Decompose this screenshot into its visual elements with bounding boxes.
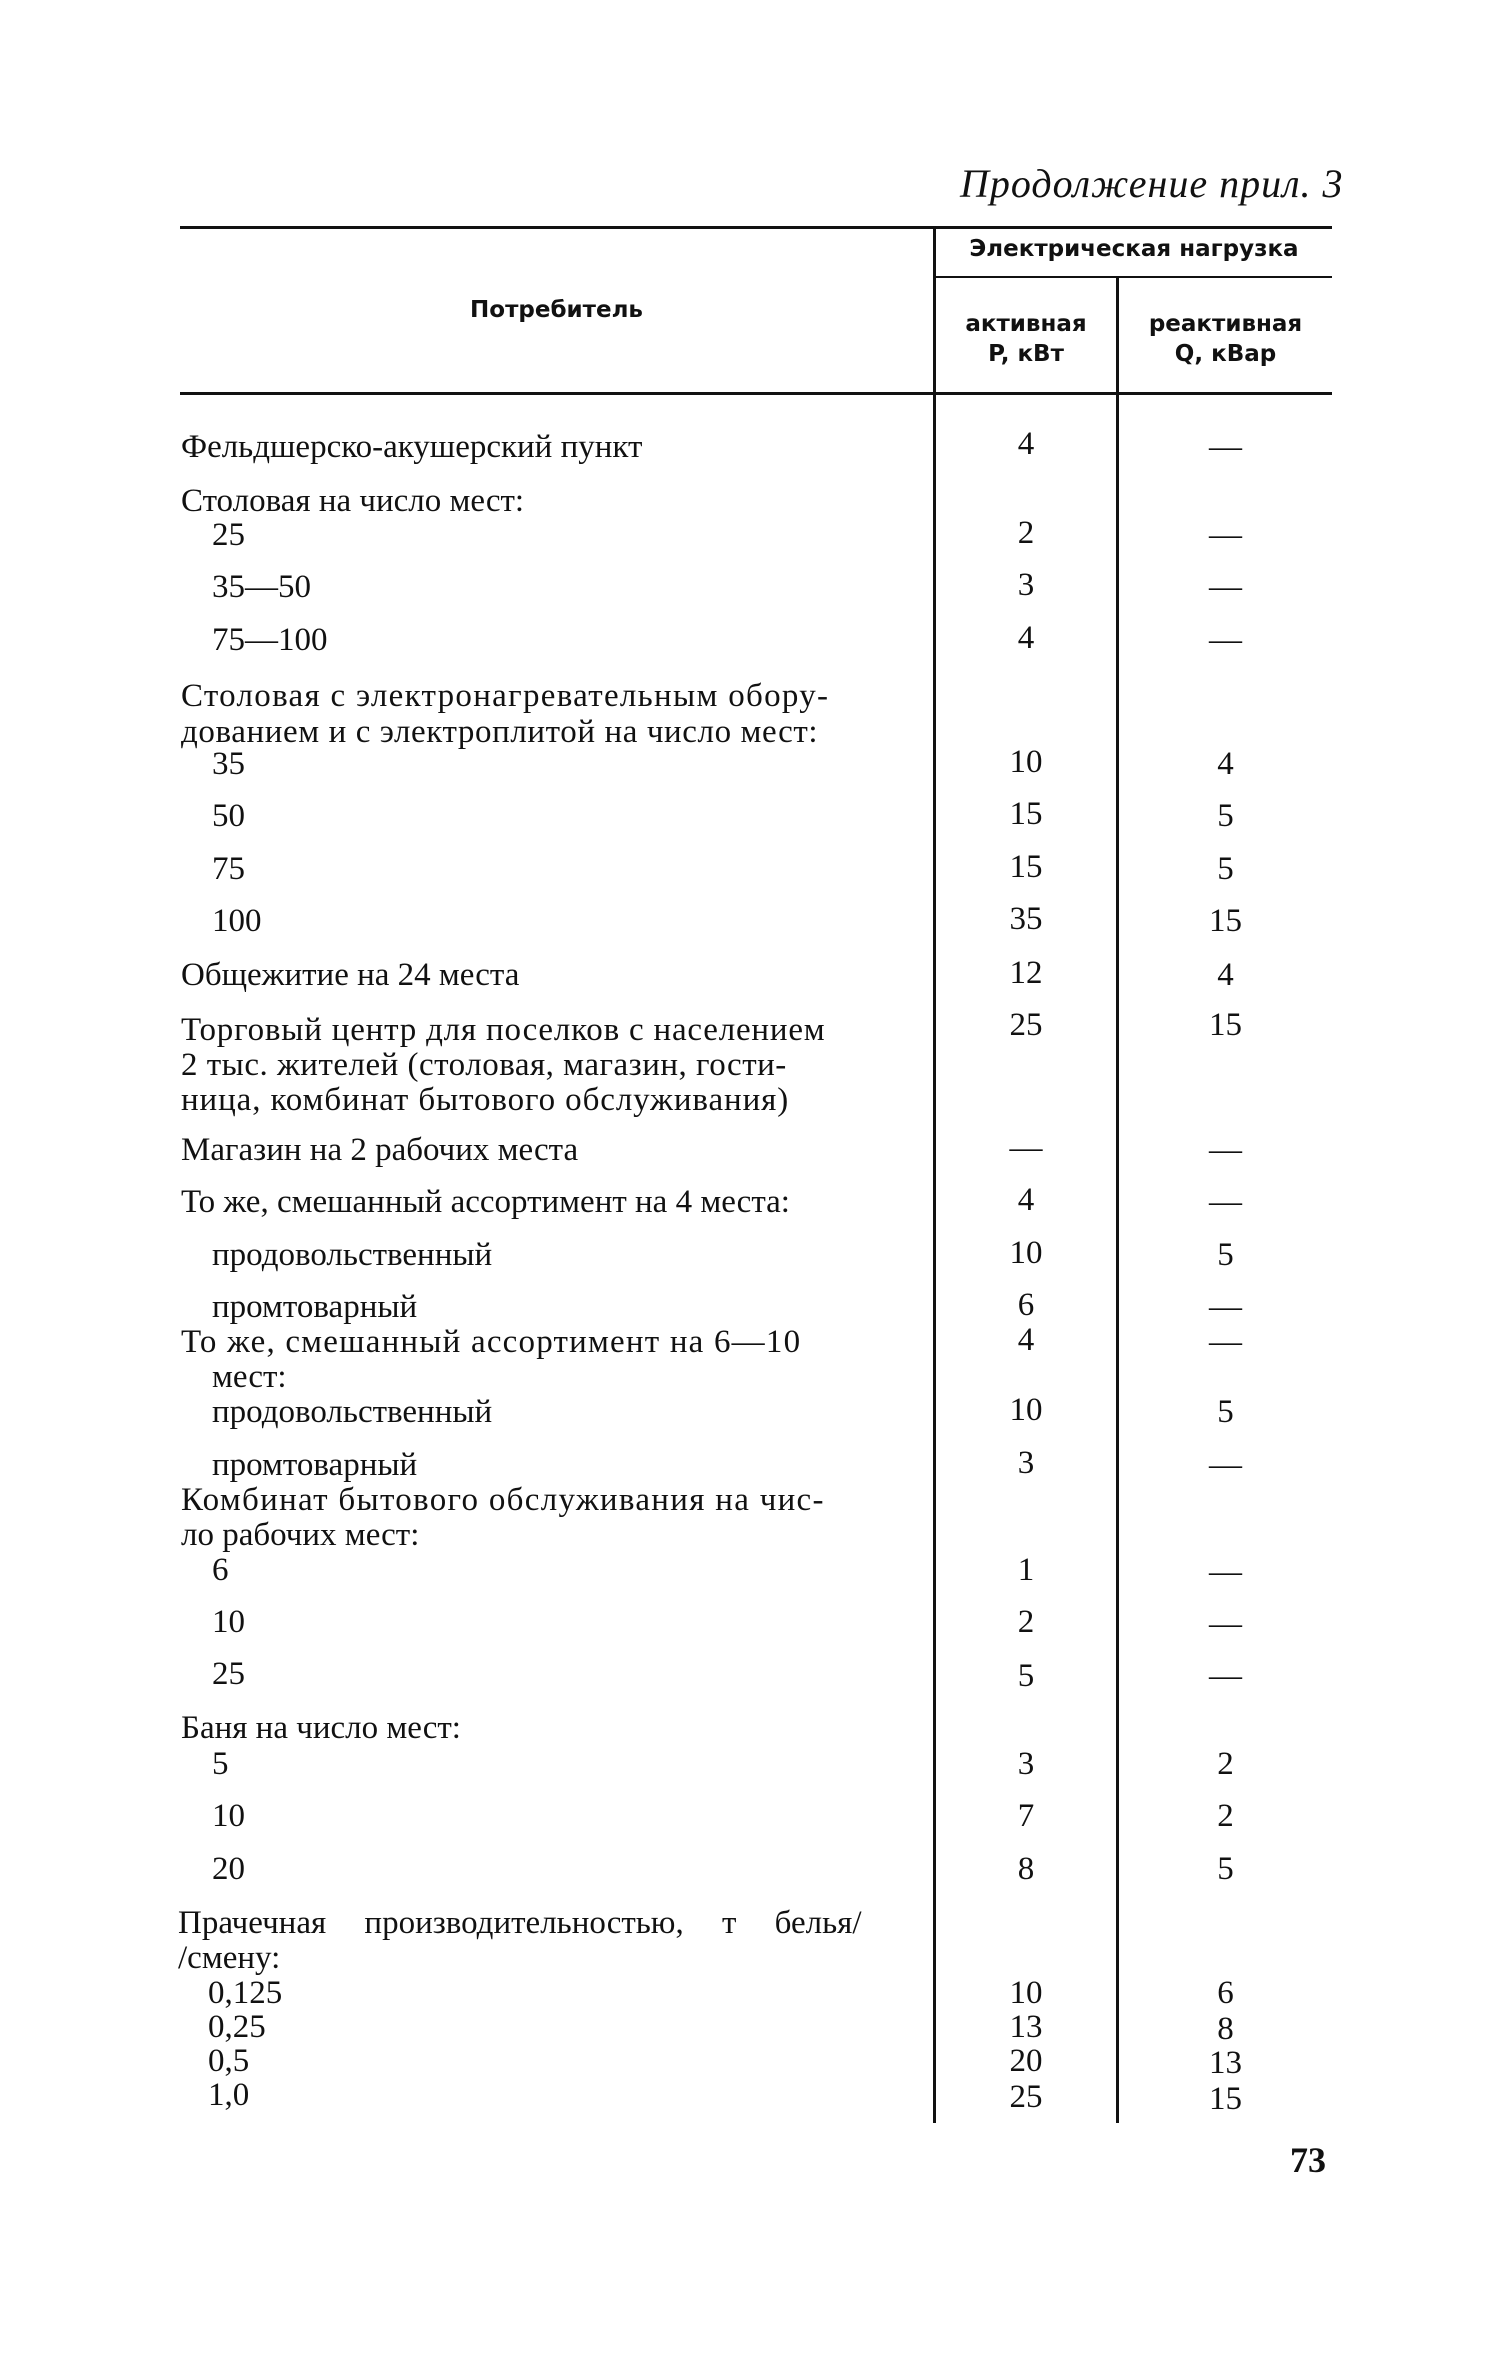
row-q: — [1209,1132,1242,1168]
row-p: 3 [1017,1445,1035,1481]
row-label: Магазин на 2 рабочих места [181,1132,579,1168]
row-label: 5 [212,1746,229,1782]
row-p: 35 [1009,901,1043,937]
row-label: продовольственный [212,1394,493,1430]
row-q: 15 [1209,903,1242,939]
page-number: 73 [1290,2140,1326,2180]
row-q: 4 [1217,957,1234,993]
row-label: 0,125 [208,1975,283,2011]
row-q: — [1209,622,1242,658]
row-p: 13 [1009,2009,1043,2045]
row-p: 12 [1009,955,1043,991]
row-p: 4 [1017,426,1035,462]
row-p: 20 [1009,2043,1043,2079]
row-label: ло рабочих мест: [181,1517,420,1553]
row-label: То же, смешанный ассортимент на 4 места: [181,1184,790,1220]
row-p: 10 [1009,1392,1043,1428]
row-q: 5 [1217,851,1234,887]
row-label: Общежитие на 24 места [181,957,520,993]
row-label: дованием и с электроплитой на число мест: [181,714,819,750]
row-label: 25 [212,1656,245,1692]
table-top-rule [180,226,1332,229]
row-q: 5 [1217,1237,1234,1273]
header-active-power: активная P, кВт [965,311,1087,367]
row-q: 6 [1217,1975,1234,2011]
row-p: 15 [1009,849,1043,885]
row-p: 6 [1017,1287,1035,1323]
row-q: 5 [1217,798,1234,834]
row-q: — [1209,569,1242,605]
row-p: 2 [1017,515,1035,551]
row-label: 25 [212,517,245,553]
row-q: 5 [1217,1394,1234,1430]
row-label: промтоварный [212,1289,418,1325]
header-consumer: Потребитель [470,297,643,323]
row-label: 75 [212,851,245,887]
row-p: 15 [1009,796,1043,832]
row-p: 3 [1017,1746,1035,1782]
row-q: 5 [1217,1851,1234,1887]
row-label: 35—50 [212,569,311,605]
header-reactive-power: реактивная Q, кВар [1148,311,1303,367]
row-p: 4 [1017,1322,1035,1358]
row-label: 2 тыс. жителей (столовая, магазин, гости- [181,1047,787,1083]
row-p: 10 [1009,1235,1043,1271]
row-q: 8 [1217,2011,1234,2047]
row-q: — [1209,1184,1242,1220]
row-label: продовольственный [212,1237,493,1273]
row-p: 5 [1017,1658,1035,1694]
header-electrical-load: Электрическая нагрузка [969,236,1299,262]
row-p: 10 [1009,1975,1043,2011]
row-label: Столовая с электронагревательным обору- [181,678,830,714]
row-q: — [1209,1554,1242,1590]
row-label: 6 [212,1552,229,1588]
row-p: — [1009,1130,1043,1166]
row-label: 1,0 [208,2077,250,2113]
row-q: — [1209,429,1242,465]
row-label: Столовая на число мест: [181,483,525,519]
row-q: — [1209,517,1242,553]
row-p: 8 [1017,1851,1035,1887]
row-p: 1 [1017,1552,1035,1588]
row-q: — [1209,1447,1242,1483]
row-q: 2 [1217,1798,1234,1834]
row-label: мест: [212,1359,287,1395]
row-label: /смену: [178,1940,281,1976]
header-bottom-rule [180,392,1332,395]
load-subheader-rule [935,276,1332,278]
row-label: То же, смешанный ассортимент на 6—10 [181,1324,802,1360]
row-label: Прачечная производительностью, т белья/ [178,1905,862,1941]
row-p: 2 [1017,1604,1035,1640]
row-q: 15 [1209,2081,1242,2117]
row-p: 25 [1009,1007,1043,1043]
row-q: — [1209,1606,1242,1642]
row-label: 0,5 [208,2043,250,2079]
row-p: 4 [1017,620,1035,656]
row-q: 15 [1209,1007,1242,1043]
row-label: Фельдшерско-акушерский пункт [181,429,643,465]
row-p: 7 [1017,1798,1035,1834]
row-label: 75—100 [212,622,328,658]
row-q: 13 [1209,2045,1242,2081]
row-label: 20 [212,1851,245,1887]
column-divider-1 [933,228,936,2123]
row-label: Баня на число мест: [181,1710,461,1746]
row-p: 3 [1017,567,1035,603]
row-label: 10 [212,1604,245,1640]
row-label: 50 [212,798,245,834]
row-q: — [1209,1658,1242,1694]
row-label: 100 [212,903,262,939]
row-label: 10 [212,1798,245,1834]
row-p: 25 [1009,2079,1043,2115]
row-q: 2 [1217,1746,1234,1782]
row-label: промтоварный [212,1447,418,1483]
row-p: 4 [1017,1182,1035,1218]
row-label: Комбинат бытового обслуживания на чис- [181,1482,825,1518]
row-q: — [1209,1289,1242,1325]
table-caption: Продолжение прил. 3 [960,161,1344,206]
row-label: 35 [212,746,245,782]
row-q: — [1209,1324,1242,1360]
row-label: ница, комбинат бытового обслуживания) [181,1082,790,1118]
row-label: 0,25 [208,2009,266,2045]
row-q: 4 [1217,746,1234,782]
row-p: 10 [1009,744,1043,780]
row-label: Торговый центр для поселков с населением [181,1012,826,1048]
